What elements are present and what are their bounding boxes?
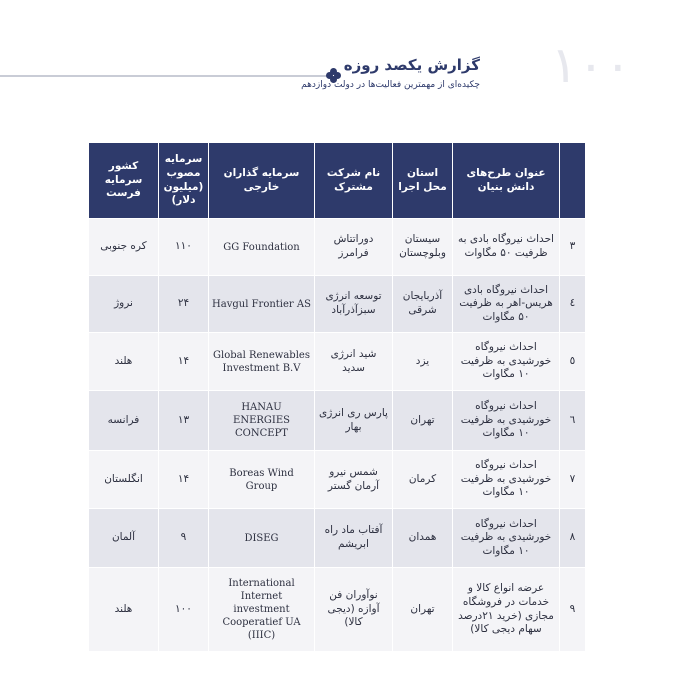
logo-text: ۱۰۰ xyxy=(550,36,632,94)
province-cell: تهران xyxy=(393,391,453,451)
project-title-cell: احداث نیروگاه بادی هریس-اهر به ظرفیت ۵۰ مگاوات xyxy=(453,276,560,333)
row-number: ۷ xyxy=(560,451,586,509)
country-cell: هلند xyxy=(89,568,159,652)
table-row xyxy=(89,276,586,333)
row-number: ۸ xyxy=(560,509,586,568)
project-title-cell: احداث نیروگاه بادی به ظرفیت ۵۰ مگاوات xyxy=(453,219,560,276)
province-cell: همدان xyxy=(393,509,453,568)
row-number: ٦ xyxy=(560,391,586,451)
header-capital: سرمایه مصوب (میلیون دلار) xyxy=(159,143,209,219)
investment-table xyxy=(88,142,586,652)
country-cell: انگلستان xyxy=(89,451,159,509)
capital-cell: ۹ xyxy=(159,509,209,568)
report-subtitle: چکیده‌ای از مهمترین فعالیت‌ها در دولت دوازدهم xyxy=(301,80,480,90)
project-title-cell: احداث نیروگاه خورشیدی به ظرفیت ۱۰ مگاوات xyxy=(453,391,560,451)
country-cell: هلند xyxy=(89,333,159,391)
country-cell: کره جنوبی xyxy=(89,219,159,276)
investment-table-container xyxy=(88,142,585,651)
province-cell: سیستان وبلوچستان xyxy=(393,219,453,276)
company-cell: شید انرژی سدید xyxy=(315,333,393,391)
table-row xyxy=(89,509,586,568)
report-title: گزارش یکصد روزه xyxy=(343,56,480,74)
company-cell: شمس نیرو آرمان گستر xyxy=(315,451,393,509)
row-number: ۹ xyxy=(560,568,586,652)
page-header xyxy=(0,0,678,110)
project-title-cell: عرضه انواع کالا و خدمات در فروشگاه مجازی (خرید ۲۱درصد سهام دیجی کالا) xyxy=(453,568,560,652)
investor-cell: International Internet investment Cooperatief UA (IIIC) xyxy=(209,568,315,652)
header-country: کشور سرمایه فرست xyxy=(89,143,159,219)
project-title-cell: احداث نیروگاه خورشیدی به ظرفیت ۱۰ مگاوات xyxy=(453,509,560,568)
table-row xyxy=(89,333,586,391)
company-cell: پارس ری انرژی بهار xyxy=(315,391,393,451)
country-cell: فرانسه xyxy=(89,391,159,451)
header-investor: سرمایه گذاران خارجی xyxy=(209,143,315,219)
hundred-days-logo xyxy=(516,30,666,100)
capital-cell: ۱۳ xyxy=(159,391,209,451)
row-number: ٥ xyxy=(560,333,586,391)
province-cell: تهران xyxy=(393,568,453,652)
company-cell: آفتاب ماد راه ابریشم xyxy=(315,509,393,568)
header-divider-line xyxy=(0,75,330,77)
header-index xyxy=(560,143,586,219)
country-cell: نروژ xyxy=(89,276,159,333)
capital-cell: ۱۰۰ xyxy=(159,568,209,652)
header-province: استان محل اجرا xyxy=(393,143,453,219)
province-cell: یزد xyxy=(393,333,453,391)
header-company: نام شرکت مشترک xyxy=(315,143,393,219)
investor-cell: GG Foundation xyxy=(209,219,315,276)
capital-cell: ۱۱۰ xyxy=(159,219,209,276)
province-cell: آذربایجان شرقی xyxy=(393,276,453,333)
table-row xyxy=(89,391,586,451)
country-cell: آلمان xyxy=(89,509,159,568)
capital-cell: ۱۴ xyxy=(159,451,209,509)
table-header-row xyxy=(89,143,586,219)
investor-cell: HANAU ENERGIES CONCEPT xyxy=(209,391,315,451)
company-cell: نوآوران فن آوازه (دیجی کالا) xyxy=(315,568,393,652)
table-row xyxy=(89,568,586,652)
table-row xyxy=(89,219,586,276)
header-project-title: عنوان طرح‌های دانش بنیان xyxy=(453,143,560,219)
company-cell: توسعه انرژی سبزآذرآباد xyxy=(315,276,393,333)
table-row xyxy=(89,451,586,509)
project-title-cell: احداث نیروگاه خورشیدی به ظرفیت ۱۰ مگاوات xyxy=(453,451,560,509)
investor-cell: Havgul Frontier AS xyxy=(209,276,315,333)
company-cell: دوراتتاش فرامرز xyxy=(315,219,393,276)
capital-cell: ۱۴ xyxy=(159,333,209,391)
project-title-cell: احداث نیروگاه خورشیدی به ظرفیت ۱۰ مگاوات xyxy=(453,333,560,391)
investor-cell: Global Renewables Investment B.V xyxy=(209,333,315,391)
investor-cell: DISEG xyxy=(209,509,315,568)
row-number: ٤ xyxy=(560,276,586,333)
investor-cell: Boreas Wind Group xyxy=(209,451,315,509)
row-number: ۳ xyxy=(560,219,586,276)
province-cell: کرمان xyxy=(393,451,453,509)
capital-cell: ۲۴ xyxy=(159,276,209,333)
